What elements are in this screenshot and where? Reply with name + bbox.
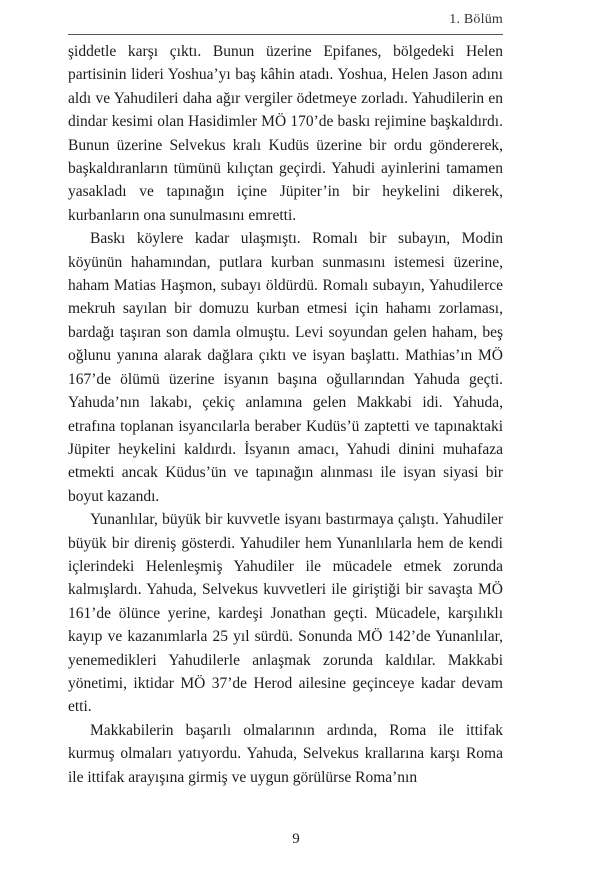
chapter-label: 1. Bölüm	[449, 12, 503, 27]
running-header	[68, 12, 503, 35]
page-number: 9	[292, 831, 300, 847]
paragraph: Makkabilerin başarılı olmalarının ardında, Roma ile ittifak kurmuş olmaları yatıyordu. Yahuda, Selvekus krallarına karşı Roma ile ittifak arayışına girmiş ve uygun görülürse Roma’nın	[68, 721, 503, 786]
paragraph: Yunanlılar, büyük bir kuvvetle isyanı bastırmaya çalıştı. Yahudiler büyük bir direniş gösterdi. Yahudiler hem Yunanlılarla hem de kendi içlerindeki Helenleşmiş Yahudiler ile mücadele etmek zorunda kalmışlardı. Yahuda, Selvekus kuvvetleri ile giriştiği bir savaşta MÖ 161’de ölünce yerine, kardeşi Jonathan geçti. Mücadele, karşılıklı kayıp ve kazanımlarla 25 yıl sürdü. Sonunda MÖ 142’de Yunanlılar, yenemedikleri Yahudilerle anlaşmak zorunda kaldılar. Makkabi yönetimi, iktidar MÖ 37’de Herod ailesine geçinceye kadar devam etti.	[68, 511, 503, 716]
paragraph: Baskı köylere kadar ulaşmıştı. Romalı bir subayın, Modin köyünün hahamından, putlara kurban sunmasını istemesi üzerine, haham Matias Haşmon, subayı öldürdü. Romalı subayın, Yahudilerce mekruh sayılan bir domuzu kurban etmesi için hahamı zorlaması, bardağı taşıran son damla olmuştu. Levi soyundan gelen haham, beş oğlunu yanına alarak dağlara çıktı ve isyan başlattı. Mathias’ın MÖ 167’de ölümü üzerine isyanın başına oğullarından Yahuda geçti. Yahuda’nın lakabı, çekiç anlamına gelen Makkabi idi. Yahuda, etrafına toplanan isyancılarla beraber Kudüs’ü zaptetti ve tapınaktaki Jüpiter heykelini kaldırdı. İsyanın amacı, Yahudi dinini muhafaza etmekti ancak Küdus’ün ve tapınağın alınması ile isyan siyasi bir boyut kazandı.	[68, 230, 503, 505]
paragraph: şiddetle karşı çıktı. Bunun üzerine Epifanes, bölgedeki Helen partisinin lideri Yoshua’yı baş kâhin atadı. Yoshua, Helen Jason adını aldı ve Yahudileri daha ağır vergiler ödetmeye zorladı. Yahudilerin en dindar kesimi olan Hasidimler MÖ 170’de baskı rejimine başkaldırdı. Bunun üzerine Selvekus kralı Kudüs üzerine bir ordu göndererek, başkaldıranların tümünü kılıçtan geçirdi. Yahudi ayinlerini tamamen yasakladı ve tapınağın içine Jüpiter’in bir heykelini dikerek, kurbanların ona sunulmasını emretti.	[68, 43, 503, 224]
body-text	[68, 40, 503, 789]
